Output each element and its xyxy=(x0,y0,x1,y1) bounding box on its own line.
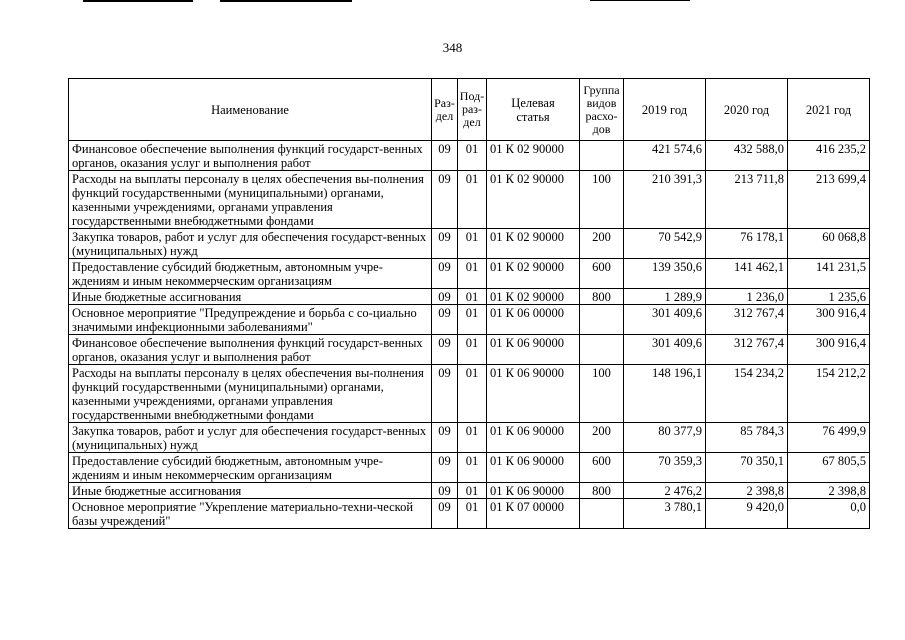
cell-target: 01 К 02 90000 xyxy=(487,289,580,305)
cell-2021: 300 916,4 xyxy=(788,335,870,365)
cell-target: 01 К 06 90000 xyxy=(487,365,580,423)
header-2019: 2019 год xyxy=(624,79,706,141)
cell-podrazdel: 01 xyxy=(458,259,487,289)
table-row xyxy=(69,171,870,229)
table-row xyxy=(69,259,870,289)
cell-target: 01 К 07 00000 xyxy=(487,499,580,529)
cell-2019: 1 289,9 xyxy=(624,289,706,305)
cell-2020: 9 420,0 xyxy=(706,499,788,529)
cell-2019: 139 350,6 xyxy=(624,259,706,289)
cell-2021: 416 235,2 xyxy=(788,141,870,171)
table-row xyxy=(69,499,870,529)
scan-line xyxy=(220,0,352,2)
cell-razdel: 09 xyxy=(432,305,458,335)
cell-2021: 2 398,8 xyxy=(788,483,870,499)
cell-group xyxy=(580,305,624,335)
cell-group xyxy=(580,335,624,365)
cell-podrazdel: 01 xyxy=(458,483,487,499)
table-header-row xyxy=(69,79,870,141)
cell-2021: 141 231,5 xyxy=(788,259,870,289)
cell-razdel: 09 xyxy=(432,289,458,305)
cell-group: 100 xyxy=(580,171,624,229)
cell-podrazdel: 01 xyxy=(458,171,487,229)
table-row xyxy=(69,229,870,259)
cell-name: Расходы на выплаты персоналу в целях обеспечения вы-полнения функций государственными (муниципальными) органами, казенными учреждениями, органами управления государственными внебюджетными фондами xyxy=(69,365,432,423)
cell-2019: 2 476,2 xyxy=(624,483,706,499)
cell-group: 200 xyxy=(580,229,624,259)
table-row xyxy=(69,453,870,483)
cell-2020: 312 767,4 xyxy=(706,335,788,365)
cell-razdel: 09 xyxy=(432,259,458,289)
cell-podrazdel: 01 xyxy=(458,229,487,259)
cell-podrazdel: 01 xyxy=(458,289,487,305)
cell-target: 01 К 02 90000 xyxy=(487,229,580,259)
cell-2020: 70 350,1 xyxy=(706,453,788,483)
cell-podrazdel: 01 xyxy=(458,499,487,529)
cell-target: 01 К 06 00000 xyxy=(487,305,580,335)
cell-group: 800 xyxy=(580,483,624,499)
cell-2020: 2 398,8 xyxy=(706,483,788,499)
header-podrazdel: Под- раз- дел xyxy=(458,79,487,141)
header-target: Целевая статья xyxy=(487,79,580,141)
table-row xyxy=(69,335,870,365)
table-row xyxy=(69,289,870,305)
cell-2019: 80 377,9 xyxy=(624,423,706,453)
cell-2020: 213 711,8 xyxy=(706,171,788,229)
table-row xyxy=(69,141,870,171)
cell-name: Иные бюджетные ассигнования xyxy=(69,289,432,305)
cell-name: Основное мероприятие "Укрепление материально-техни-ческой базы учреждений" xyxy=(69,499,432,529)
cell-2021: 213 699,4 xyxy=(788,171,870,229)
scan-line xyxy=(590,0,690,1)
header-2020: 2020 год xyxy=(706,79,788,141)
cell-target: 01 К 06 90000 xyxy=(487,453,580,483)
cell-2020: 432 588,0 xyxy=(706,141,788,171)
cell-target: 01 К 02 90000 xyxy=(487,141,580,171)
top-scan-artifact xyxy=(0,0,905,6)
header-2021: 2021 год xyxy=(788,79,870,141)
cell-razdel: 09 xyxy=(432,483,458,499)
cell-group: 600 xyxy=(580,453,624,483)
cell-podrazdel: 01 xyxy=(458,453,487,483)
scan-line xyxy=(83,0,193,2)
header-razdel: Раз- дел xyxy=(432,79,458,141)
cell-name: Финансовое обеспечение выполнения функций государст-венных органов, оказания услуг и выполнения работ xyxy=(69,335,432,365)
cell-podrazdel: 01 xyxy=(458,141,487,171)
cell-2020: 1 236,0 xyxy=(706,289,788,305)
cell-name: Финансовое обеспечение выполнения функций государст-венных органов, оказания услуг и выполнения работ xyxy=(69,141,432,171)
cell-2019: 421 574,6 xyxy=(624,141,706,171)
header-name: Наименование xyxy=(69,79,432,141)
cell-podrazdel: 01 xyxy=(458,365,487,423)
cell-podrazdel: 01 xyxy=(458,335,487,365)
cell-2021: 0,0 xyxy=(788,499,870,529)
cell-target: 01 К 02 90000 xyxy=(487,259,580,289)
table-row xyxy=(69,365,870,423)
cell-podrazdel: 01 xyxy=(458,423,487,453)
cell-2021: 1 235,6 xyxy=(788,289,870,305)
cell-2020: 76 178,1 xyxy=(706,229,788,259)
cell-name: Основное мероприятие "Предупреждение и борьба с со-циально значимыми инфекционными заболеваниями" xyxy=(69,305,432,335)
cell-name: Предоставление субсидий бюджетным, автономным учре-ждениям и иным некоммерческим организациям xyxy=(69,259,432,289)
cell-name: Закупка товаров, работ и услуг для обеспечения государст-венных (муниципальных) нужд xyxy=(69,423,432,453)
cell-razdel: 09 xyxy=(432,453,458,483)
cell-group: 600 xyxy=(580,259,624,289)
cell-razdel: 09 xyxy=(432,171,458,229)
cell-2019: 210 391,3 xyxy=(624,171,706,229)
cell-2019: 3 780,1 xyxy=(624,499,706,529)
cell-razdel: 09 xyxy=(432,423,458,453)
cell-razdel: 09 xyxy=(432,499,458,529)
cell-group xyxy=(580,141,624,171)
cell-name: Предоставление субсидий бюджетным, автономным учре-ждениям и иным некоммерческим организациям xyxy=(69,453,432,483)
cell-2019: 148 196,1 xyxy=(624,365,706,423)
cell-2020: 154 234,2 xyxy=(706,365,788,423)
cell-2019: 301 409,6 xyxy=(624,305,706,335)
cell-razdel: 09 xyxy=(432,335,458,365)
cell-2019: 70 542,9 xyxy=(624,229,706,259)
cell-2019: 70 359,3 xyxy=(624,453,706,483)
cell-group xyxy=(580,499,624,529)
cell-target: 01 К 02 90000 xyxy=(487,171,580,229)
cell-2020: 312 767,4 xyxy=(706,305,788,335)
cell-name: Иные бюджетные ассигнования xyxy=(69,483,432,499)
cell-name: Расходы на выплаты персоналу в целях обеспечения вы-полнения функций государственными (муниципальными) органами, казенными учреждениями, органами управления государственными внебюджетными фондами xyxy=(69,171,432,229)
table-row xyxy=(69,305,870,335)
cell-2021: 60 068,8 xyxy=(788,229,870,259)
table-row xyxy=(69,483,870,499)
cell-2021: 76 499,9 xyxy=(788,423,870,453)
cell-2021: 67 805,5 xyxy=(788,453,870,483)
cell-target: 01 К 06 90000 xyxy=(487,335,580,365)
cell-2021: 300 916,4 xyxy=(788,305,870,335)
cell-podrazdel: 01 xyxy=(458,305,487,335)
cell-target: 01 К 06 90000 xyxy=(487,483,580,499)
cell-2020: 141 462,1 xyxy=(706,259,788,289)
cell-group: 100 xyxy=(580,365,624,423)
table-row xyxy=(69,423,870,453)
cell-group: 800 xyxy=(580,289,624,305)
cell-2020: 85 784,3 xyxy=(706,423,788,453)
cell-target: 01 К 06 90000 xyxy=(487,423,580,453)
budget-table xyxy=(68,78,870,529)
table-body xyxy=(69,141,870,529)
cell-name: Закупка товаров, работ и услуг для обеспечения государст-венных (муниципальных) нужд xyxy=(69,229,432,259)
cell-razdel: 09 xyxy=(432,229,458,259)
cell-2019: 301 409,6 xyxy=(624,335,706,365)
header-group: Группа видов расхо- дов xyxy=(580,79,624,141)
cell-2021: 154 212,2 xyxy=(788,365,870,423)
cell-razdel: 09 xyxy=(432,365,458,423)
cell-group: 200 xyxy=(580,423,624,453)
cell-razdel: 09 xyxy=(432,141,458,171)
page-number: 348 xyxy=(442,40,463,55)
